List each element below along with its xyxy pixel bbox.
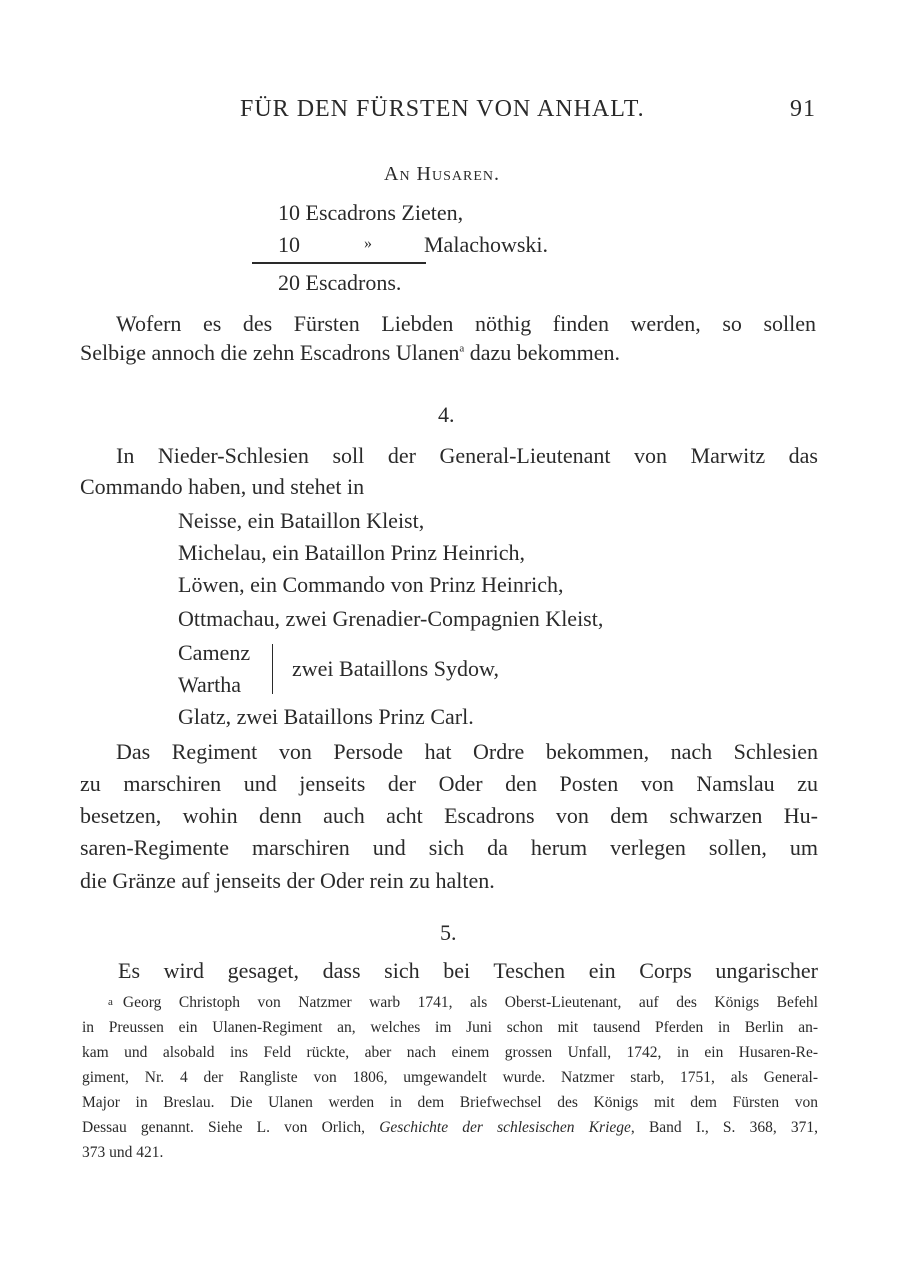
paragraph-line: besetzen, wohin denn auch acht Escadrons von dem schwarzen Hu- xyxy=(80,803,818,828)
paragraph-line: saren-Regimente marschiren und sich da herum verlegen sollen, um xyxy=(80,835,818,860)
book-title: Geschichte der schlesischen Kriege xyxy=(379,1119,631,1136)
footnote xyxy=(82,990,818,1165)
paragraph-text: dazu bekommen. xyxy=(469,340,621,365)
footnote-line: giment, Nr. 4 der Rangliste von 1806, umgewandelt wurde. Natzmer starb, 1751, als General- xyxy=(82,1069,818,1086)
section4-paragraph xyxy=(80,736,818,864)
paragraph-line xyxy=(80,340,620,366)
brace-bracket xyxy=(272,644,277,694)
paragraph-line: zu marschiren und jenseits der Oder den Posten von Namslau zu xyxy=(80,771,818,796)
posting-line: Löwen, ein Commando von Prinz Heinrich, xyxy=(178,572,564,597)
hussars-row-count: 10 xyxy=(278,232,300,257)
paragraph-text: Selbige annoch die zehn Escadrons Ulanen xyxy=(80,340,460,365)
footnote-line: Major in Breslau. Die Ulanen werden in dem Briefwechsel des Königs mit dem Fürsten von xyxy=(82,1094,818,1111)
posting-line: Michelau, ein Bataillon Prinz Heinrich, xyxy=(178,540,526,565)
brace-place: Camenz xyxy=(178,640,251,665)
brace-place: Wartha xyxy=(178,672,241,697)
footnote-text: , Band I., S. 368, 371, xyxy=(630,1119,818,1136)
footnote-reference: a xyxy=(459,342,465,355)
footnote-text: Dessau genannt. Siehe L. von Orlich, xyxy=(82,1119,366,1136)
ditto-mark: » xyxy=(364,235,372,252)
footnote-line: in Preussen ein Ulanen-Regiment an, welches im Juni schon mit tausend Pferden in Berlin an- xyxy=(82,1019,818,1036)
posting-line: Glatz, zwei Bataillons Prinz Carl. xyxy=(178,704,474,729)
page-number: 91 xyxy=(790,96,816,122)
posting-line: Neisse, ein Bataillon Kleist, xyxy=(178,508,425,533)
section4-intro xyxy=(116,440,818,472)
hussars-heading: An Husaren. xyxy=(384,163,501,185)
section-number-4: 4. xyxy=(438,402,455,427)
running-title: FÜR DEN FÜRSTEN VON ANHALT. xyxy=(240,96,645,122)
footnote-line xyxy=(82,990,818,1015)
paragraph-line: die Gränze auf jenseits der Oder rein zu halten. xyxy=(80,868,495,893)
paragraph-line: Wofern es des Fürsten Liebden nöthig finden werden, so sollen xyxy=(116,311,816,336)
paragraph-ulanen xyxy=(116,308,816,340)
brace-text: zwei Bataillons Sydow, xyxy=(292,656,499,681)
footnote-line xyxy=(82,1115,818,1140)
paragraph-line: Das Regiment von Persode hat Ordre bekommen, nach Schlesien xyxy=(116,739,818,764)
footnote-line: 373 und 421. xyxy=(82,1144,164,1161)
paragraph-line: Commando haben, und stehet in xyxy=(80,474,365,499)
paragraph-line: Es wird gesaget, dass sich bei Teschen ein Corps ungarischer xyxy=(118,958,818,983)
footnote-marker: a xyxy=(108,996,113,1008)
posting-line: Ottmachau, zwei Grenadier-Compagnien Kleist, xyxy=(178,606,604,631)
hussars-total: 20 Escadrons. xyxy=(278,270,402,295)
section-number-5: 5. xyxy=(440,920,457,945)
section5-paragraph xyxy=(118,955,818,987)
footnote-text: Georg Christoph von Natzmer warb 1741, als Oberst-Lieutenant, auf des Königs Befehl xyxy=(122,994,818,1011)
hussars-row-malachowski: Malachowski. xyxy=(424,232,549,257)
hussars-row-zieten: 10 Escadrons Zieten, xyxy=(278,200,464,225)
footnote-line: kam und alsobald ins Feld rückte, aber nach einem grossen Unfall, 1742, in ein Husaren-Re- xyxy=(82,1044,818,1061)
sum-rule xyxy=(252,262,426,264)
paragraph-line: In Nieder-Schlesien soll der General-Lieutenant von Marwitz das xyxy=(116,443,818,468)
